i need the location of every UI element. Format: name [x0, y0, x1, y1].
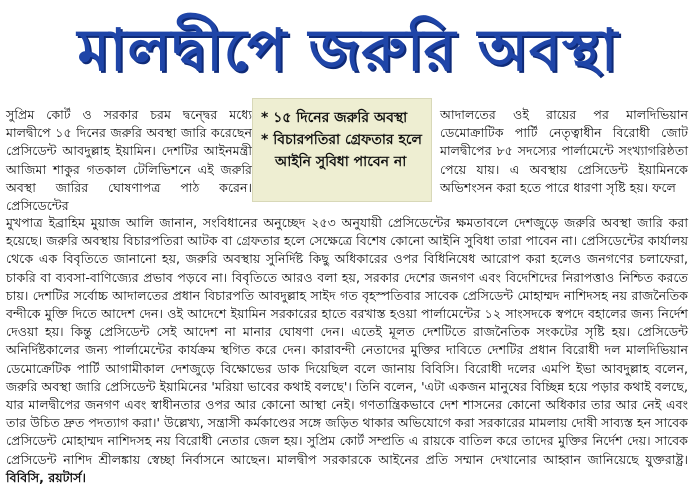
article-col-left: সুপ্রিম কোর্ট ও সরকার চরম দ্বন্দ্বের মধ্যে মালদ্বীপে ১৫ দিনের জরুরি অবস্থা জারি করেছেন প্রেসিডেন্ট আবদুল্লাহ ইয়ামিন। দেশটির আইনমন্ত্রী আজিমা শাকুর গতকাল টেলিভিশনে এই জরুরি অবস্থা জারির ঘোষণাপত্র পাঠ করেন। প্রেসিডেন্টের — [6, 107, 252, 214]
highlight-item-1: * ১৫ দিনের জরুরি অবস্থা — [261, 110, 408, 126]
article-body — [6, 214, 688, 487]
article-credit: বিবিসি, রয়টার্স। — [6, 469, 86, 485]
highlight-item-2-line-1: * বিচারপতিরা গ্রেফতার হলে — [261, 132, 422, 148]
headline — [0, 0, 696, 100]
article-col-right: আদালতের ওই রায়ের পর মালদিভিয়ান ডেমোক্রাটিক পার্টি নেতৃত্বাধীন বিরোধী জোট মালদ্বীপের ৮৫ সদস্যের পার্লামেন্টে সংখ্যাগরিষ্ঠতা পেয়ে যায়। এ অবস্থায় প্রেসিডেন্ট ইয়ামিনকে অভিশংসন করা হতে পারে ধারণা সৃষ্টি হয়। ফলে — [440, 107, 688, 195]
highlight-item-2-line-2: আইনি সুবিধা পাবেন না — [275, 154, 407, 170]
headline-text: মালদ্বীপে জরুরি অবস্থা — [77, 16, 619, 84]
article-body-text: মুখপাত্র ইব্রাহিম মুয়াজ আলি জানান, সংবিধানের অনুচ্ছেদ ২৫৩ অনুযায়ী প্রেসিডেন্টের ক্ষমতাবলে দেশজুড়ে জরুরি অবস্থা জারি করা হয়েছে। জরুরি অবস্থায় বিচারপতিরা আটক বা গ্রেফতার হলে সেক্ষেত্রে বিশেষ কোনো আইনি সুবিধা তারা পাবেন না। প্রেসিডেন্টের কার্যালয় থেকে এক বিবৃতিতে জানানো হয়, জরুরি অবস্থায় সুনির্দিষ্ট কিছু অধিকারের ওপর বিধিনিষেধ আরোপ করা হলেও জনগণের চলাফেরা, চাকরি বা ব্যবসা-বাণিজ্যের প্রভাব পড়বে না। বিবৃতিতে আরও বলা হয়, সরকার দেশের জনগণ এবং বিদেশিদের নিরাপত্তাও নিশ্চিত করতে চায়। দেশটির সর্বোচ্চ আদালতের প্রধান বিচারপতি আবদুল্লাহ সাইদ গত বৃহস্পতিবার সাবেক প্রেসিডেন্ট মোহাম্মদ নাশিদসহ নয় রাজনৈতিক বন্দীকে মুক্তি দিতে আদেশ দেন। ওই আদেশে ইয়ামিন সরকারের হাতে বরখাস্ত হওয়া পার্লামেন্টের ১২ সাংসদকে স্বপদে বহালের জন্য নির্দেশ দেওয়া হয়। কিন্তু প্রেসিডেন্ট সেই আদেশ না মানার ঘোষণা দেন। এতেই মূলত দেশটিতে রাজনৈতিক সংকটের সৃষ্টি হয়। প্রেসিডেন্ট অনির্দিষ্টকালের জন্য পার্লামেন্টের কার্যক্রম স্থগিত করে দেন। কারাবন্দী নেতাদের মুক্তির দাবিতে দেশটির প্রধান বিরোধী দল মালদিভিয়ান ডেমোক্রেটিক পার্টি আগামীকাল দেশজুড়ে বিক্ষোভের ডাক দিয়েছিল বলে জানায় বিবিসি। বিরোধী দলের এমপি ইভা আবদুল্লাহ বলেন, জরুরি অবস্থা জারি প্রেসিডেন্ট ইয়ামিনের 'মরিয়া ভাবের কথাই বলছে'। তিনি বলেন, 'এটা একজন মানুষের বিচ্ছিন্ন হয়ে পড়ার কথাই বলছে, যার মালদ্বীপের জনগণ এবং স্বাধীনতার ওপর আর কোনো আস্থা নেই। গণতান্ত্রিকভাবে দেশ শাসনের কোনো অধিকার তার আর নেই এবং তার উচিত দ্রুত পদত্যাগ করা।' উল্লেখ্য, সন্ত্রাসী কর্মকাণ্ডের সঙ্গে জড়িত থাকার অভিযোগে করা সরকারের মামলায় দোষী সাব্যস্ত হন সাবেক প্রেসিডেন্ট মোহাম্মদ নাশিদসহ নয় বিরোধী নেতার জেল হয়। সুপ্রিম কোর্ট সম্প্রতি এ রায়কে বাতিল করে তাদের মুক্তির নির্দেশ দেয়। সাবেক প্রেসিডেন্ট নাশিদ শ্রীলঙ্কায় স্বেচ্ছা নির্বাসনে আছেন। মালদ্বীপ সরকারকে আইনের প্রতি সম্মান দেখানোর আহ্বান জানিয়েছে যুক্তরাষ্ট্র। — [6, 215, 689, 467]
highlights-box — [252, 98, 432, 202]
